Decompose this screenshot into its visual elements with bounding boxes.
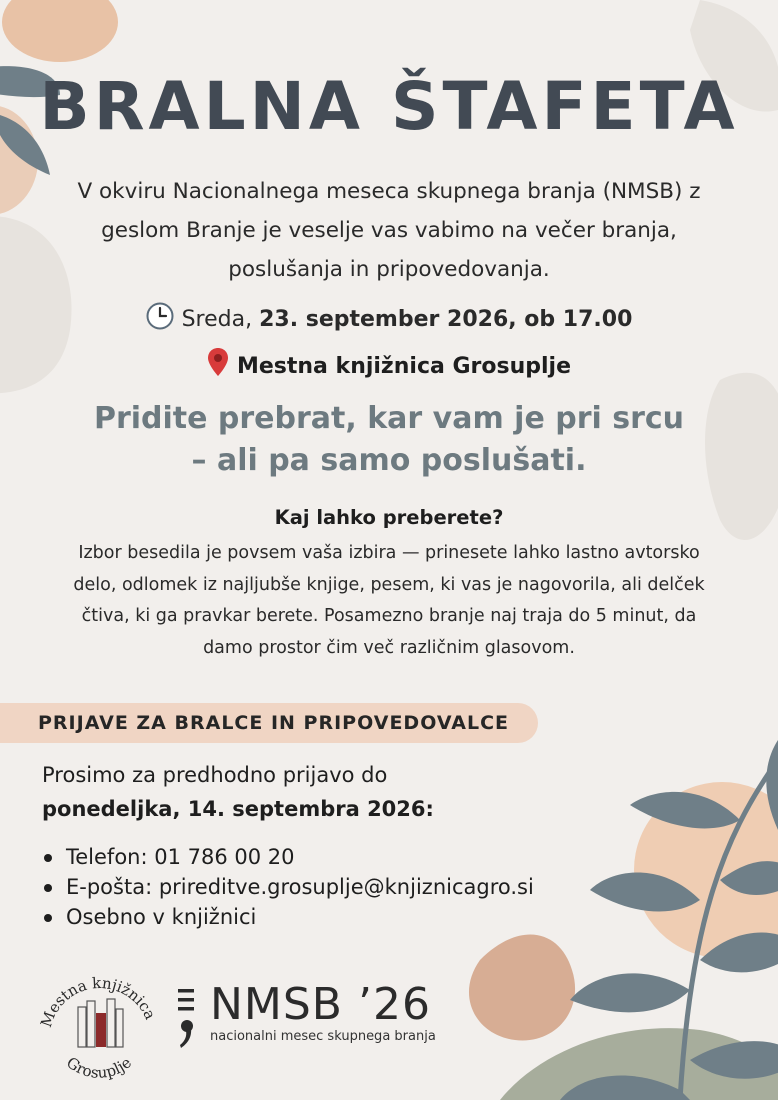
section-heading: Kaj lahko preberete? xyxy=(274,506,504,529)
list-item-phone: Telefon: 01 786 00 20 xyxy=(42,842,534,872)
registration-deadline: ponedeljka, 14. septembra 2026: xyxy=(42,797,434,821)
nmsb-subtitle: nacionalni mesec skupnega branja xyxy=(210,1029,436,1044)
event-date: 23. september 2026, ob 17.00 xyxy=(259,307,633,332)
event-datetime xyxy=(0,302,778,332)
svg-text:Grosuplje xyxy=(63,1053,135,1082)
intro-text: V okviru Nacionalnega meseca skupnega branja (NMSB) z geslom Branje je veselje vas vabimo na večer branja, poslušanja in pripovedovanja. xyxy=(77,179,701,282)
library-logo-top: Mestna knjižnica xyxy=(36,973,160,1030)
page-title: BRALNA ŠTAFETA xyxy=(39,68,739,145)
registration-intro: Prosimo za predhodno prijavo do xyxy=(42,763,388,787)
tagline xyxy=(0,398,778,482)
event-location xyxy=(0,347,778,379)
list-item-in-person: Osebno v knjižnici xyxy=(42,902,534,932)
library-logo-bottom: Grosuplje xyxy=(62,1053,136,1082)
registration-options xyxy=(42,842,534,932)
nmsb-logo xyxy=(176,979,466,1055)
tagline-line2: – ali pa samo poslušati. xyxy=(191,443,587,478)
tagline-line1: Pridite prebrat, kar vam je pri srcu xyxy=(93,401,685,436)
library-logo xyxy=(30,955,168,1093)
pin-icon xyxy=(207,347,229,377)
location-name: Mestna knjižnica Grosuplje xyxy=(236,354,572,379)
clock-icon xyxy=(146,302,174,330)
book-shelf-icon xyxy=(78,999,123,1047)
nmsb-symbol-icon xyxy=(176,985,204,1055)
event-day: Sreda, xyxy=(181,307,260,332)
list-item-email[interactable]: E-pošta: prireditve.grosuplje@knjiznicagro.si xyxy=(42,872,534,902)
nmsb-title: NMSB ’26 xyxy=(210,979,431,1030)
section-description: Izbor besedila je povsem vaša izbira — prinesete lahko lastno avtorsko delo, odlomek iz najljubše knjige, pesem, ki vas je nagovorila, ali delček čtiva, ki ga pravkar berete. Posamezno branje naj traja do 5 minut, da damo prostor čim več različnim glasovom. xyxy=(73,543,705,658)
registration-banner-label: PRIJAVE ZA BRALCE IN PRIPOVEDOVALCE xyxy=(38,712,509,734)
registration-banner xyxy=(0,703,538,743)
registration-text xyxy=(42,758,562,826)
